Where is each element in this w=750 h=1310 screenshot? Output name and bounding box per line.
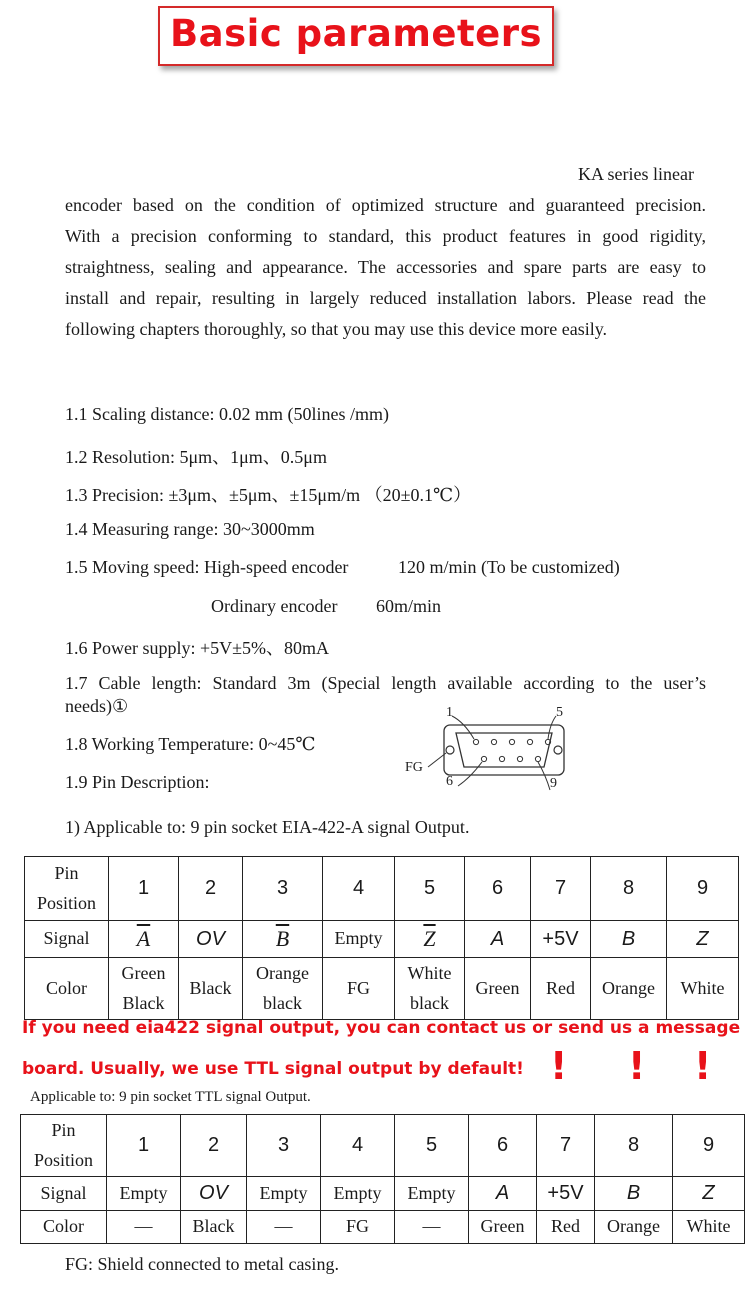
- header-cell: 8: [591, 857, 667, 921]
- signal-cell: $\overline{A}$: [109, 921, 179, 958]
- spec-cable: 1.7 Cable length: Standard 3m (Special length available according to the user’s: [65, 673, 706, 693]
- connector-pin6-label: 6: [446, 774, 453, 789]
- signal-cell: OV: [181, 1177, 247, 1211]
- row-label: Signal: [21, 1177, 107, 1211]
- color-cell: —: [247, 1211, 321, 1244]
- fg-note: FG: Shield connected to metal casing.: [65, 1254, 339, 1274]
- header-cell: 6: [469, 1115, 537, 1177]
- header-cell: 3: [243, 857, 323, 921]
- signal-cell: Z: [667, 921, 739, 958]
- signal-cell: OV: [179, 921, 243, 958]
- header-cell: 9: [673, 1115, 745, 1177]
- applicable-ttl: Applicable to: 9 pin socket TTL signal Output.: [30, 1089, 311, 1105]
- exclamation-mark: !: [550, 1044, 568, 1088]
- warning-line-1: If you need eia422 signal output, you can contact us or send us a message: [22, 1018, 741, 1038]
- header-cell: 7: [531, 857, 591, 921]
- intro-line: following chapters thoroughly, so that you may use this device more easily.: [65, 319, 608, 339]
- header-cell: 3: [247, 1115, 321, 1177]
- spec-speed-high: 120 m/min (To be customized): [398, 557, 620, 577]
- color-cell: Red: [531, 958, 591, 1020]
- header-cell: 5: [395, 857, 465, 921]
- table-row: [21, 1211, 745, 1244]
- exclamation-mark: !: [694, 1044, 712, 1088]
- signal-cell: Empty: [323, 921, 395, 958]
- color-cell: Green Black: [109, 958, 179, 1020]
- header-cell: 7: [537, 1115, 595, 1177]
- signal-cell: A: [465, 921, 531, 958]
- spec-pin-description: 1.9 Pin Description:: [65, 772, 210, 792]
- pin-table-ttl: [20, 1114, 745, 1244]
- intro-line: straightness, sealing and appearance. The accessories and spare parts are easy to: [65, 257, 706, 277]
- signal-cell: Empty: [321, 1177, 395, 1211]
- header-cell: 5: [395, 1115, 469, 1177]
- spec-speed: 1.5 Moving speed: High-speed encoder: [65, 557, 349, 577]
- signal-cell: Empty: [107, 1177, 181, 1211]
- pin-table-eia422: [24, 856, 739, 1020]
- color-cell: Orange black: [243, 958, 323, 1020]
- connector-pin5-label: 5: [556, 705, 563, 720]
- signal-cell: +5V: [537, 1177, 595, 1211]
- table-row: [25, 857, 739, 921]
- title-banner: [158, 6, 554, 66]
- applicable-eia422: 1) Applicable to: 9 pin socket EIA-422-A signal Output.: [65, 817, 470, 837]
- spec-speed-ordinary: Ordinary encoder: [211, 596, 338, 616]
- row-label: Signal: [25, 921, 109, 958]
- spec-power: 1.6 Power supply: +5V±5%、80mA: [65, 638, 330, 658]
- color-cell: White: [673, 1211, 745, 1244]
- row-label: Color: [21, 1211, 107, 1244]
- color-cell: Green: [465, 958, 531, 1020]
- color-cell: Orange: [591, 958, 667, 1020]
- table-row: [25, 921, 739, 958]
- header-cell: 1: [107, 1115, 181, 1177]
- signal-cell: $\overline{B}$: [243, 921, 323, 958]
- header-cell: 1: [109, 857, 179, 921]
- header-cell: 6: [465, 857, 531, 921]
- header-cell: Pin Position: [25, 857, 109, 921]
- signal-cell: B: [595, 1177, 673, 1211]
- color-cell: Red: [537, 1211, 595, 1244]
- color-cell: Orange: [595, 1211, 673, 1244]
- page-title: Basic parameters: [169, 12, 543, 55]
- connector-pin9-label: 9: [550, 776, 557, 791]
- spec-speed-ordinary-value: 60m/min: [376, 596, 442, 616]
- color-cell: FG: [323, 958, 395, 1020]
- connector-fg-label: FG: [405, 760, 423, 775]
- signal-cell: B: [591, 921, 667, 958]
- header-cell: 4: [321, 1115, 395, 1177]
- warning-line-2: board. Usually, we use TTL signal output by default!: [22, 1059, 524, 1079]
- header-cell: 9: [667, 857, 739, 921]
- intro-line: encoder based on the condition of optimized structure and guaranteed precision.: [65, 195, 706, 215]
- table-row: [21, 1115, 745, 1177]
- color-cell: FG: [321, 1211, 395, 1244]
- signal-cell: Empty: [395, 1177, 469, 1211]
- spec-precision: 1.3 Precision: ±3μm、±5μm、±15μm/m （20±0.1℃）: [65, 485, 472, 505]
- spec-temperature: 1.8 Working Temperature: 0~45℃: [65, 734, 316, 754]
- color-cell: White black: [395, 958, 465, 1020]
- table-row: [21, 1177, 745, 1211]
- color-cell: —: [107, 1211, 181, 1244]
- color-cell: —: [395, 1211, 469, 1244]
- connector-pin1-label: 1: [446, 705, 453, 720]
- header-cell: 2: [181, 1115, 247, 1177]
- intro-line: install and repair, resulting in largely reduced installation labors. Please read the: [65, 288, 706, 308]
- row-label: Color: [25, 958, 109, 1020]
- header-cell: Pin Position: [21, 1115, 107, 1177]
- signal-cell: Empty: [247, 1177, 321, 1211]
- spec-cable-cont: needs)①: [65, 696, 129, 716]
- spec-resolution: 1.2 Resolution: 5μm、1μm、0.5μm: [65, 447, 327, 467]
- color-cell: Black: [181, 1211, 247, 1244]
- signal-cell: A: [469, 1177, 537, 1211]
- color-cell: Green: [469, 1211, 537, 1244]
- table-row: [25, 958, 739, 1020]
- exclamation-mark: !: [628, 1044, 646, 1088]
- signal-cell: Z: [673, 1177, 745, 1211]
- color-cell: White: [667, 958, 739, 1020]
- header-cell: 4: [323, 857, 395, 921]
- header-cell: 8: [595, 1115, 673, 1177]
- intro-first-line: KA series linear: [578, 164, 694, 184]
- header-cell: 2: [179, 857, 243, 921]
- spec-range: 1.4 Measuring range: 30~3000mm: [65, 519, 315, 539]
- color-cell: Black: [179, 958, 243, 1020]
- signal-cell: $\overline{Z}$: [395, 921, 465, 958]
- spec-scaling: 1.1 Scaling distance: 0.02 mm (50lines /mm): [65, 404, 389, 424]
- intro-line: With a precision conforming to standard, this product features in good rigidity,: [65, 226, 706, 246]
- signal-cell: +5V: [531, 921, 591, 958]
